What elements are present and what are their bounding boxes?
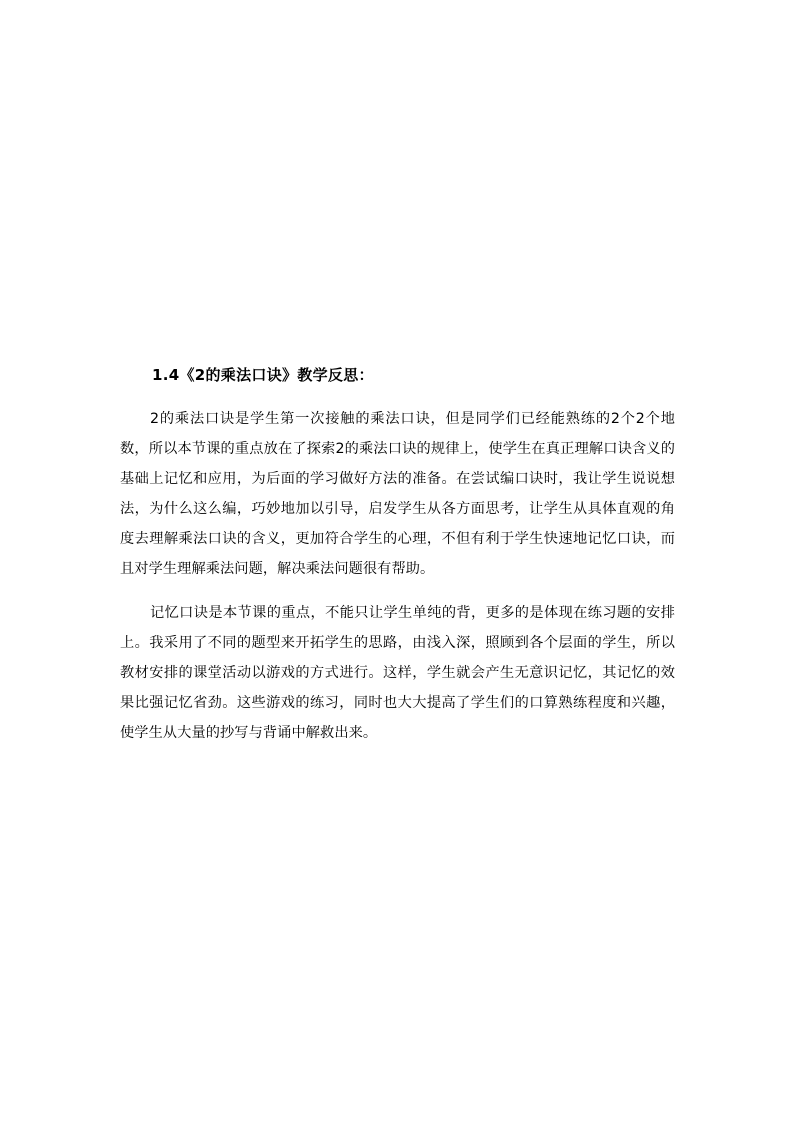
paragraph-1: 2的乘法口诀是学生第一次接触的乘法口诀，但是同学们已经能熟练的2个2个地数，所以本节课的重点放在了探索2的乘法口诀的规律上，使学生在真正理解口诀含义的基础上记忆和应用，为后面的学习做好方法的准备。在尝试编口诀时，我让学生说说想法，为什么这么编，巧妙地加以引导，启发学生从各方面思考，让学生从具体直观的角度去理解乘法口诀的含义，更加符合学生的心理，不但有利于学生快速地记忆口诀，而且对学生理解乘法问题，解决乘法问题很有帮助。 [120,411,675,577]
paragraph-2: 记忆口诀是本节课的重点，不能只让学生单纯的背，更多的是体现在练习题的安排上。我采用了不同的题型来开拓学生的思路，由浅入深，照顾到各个层面的学生，所以教材安排的课堂活动以游戏的方式进行。这样，学生就会产生无意识记忆，其记忆的效果比强记忆省劲。这些游戏的练习，同时也大大提高了学生们的口算熟练程度和兴趣，使学生从大量的抄写与背诵中解救出来。 [120,605,675,741]
section-heading: 1.4《2的乘法口诀》教学反思： [152,366,374,384]
document-body [120,360,675,762]
